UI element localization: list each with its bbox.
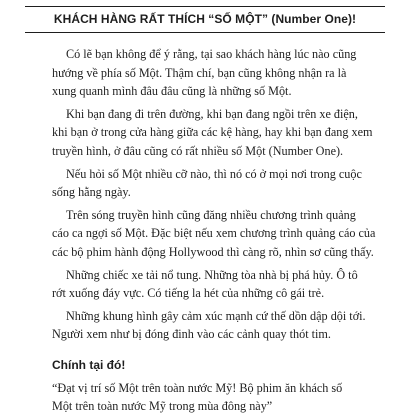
quote-paragraph [52, 379, 386, 416]
quote-line: Một trên toàn nước Mỹ trong mùa đông này” [52, 399, 273, 414]
text-line: rớt xuống đáy vực. Có tiếng la hét của những cô gái trẻ. [52, 286, 325, 301]
paragraph-4 [52, 206, 386, 262]
text-line: Người xem như bị đóng đinh vào các cảnh quay thót tim. [52, 327, 331, 342]
text-line: Những khung hình gây cảm xúc mạnh cứ thế dồn dập dội tới. [66, 308, 366, 323]
paragraph-2 [52, 105, 386, 161]
text-line: xung quanh mình đâu đâu cũng là những số Một. [52, 84, 292, 99]
paragraph-3 [52, 165, 386, 202]
text-line: các bộ phim hành động Hollywood thì càng rõ, nhìn sơ cũng thấy. [52, 244, 374, 259]
section-heading: Chính tại đó! [52, 357, 126, 372]
header-bottom-rule [25, 32, 385, 33]
text-line: Có lẽ bạn không để ý rằng, tại sao khách hàng lúc nào cũng [66, 47, 357, 61]
body-text [52, 45, 386, 416]
text-line: Khi bạn đang đi trên đường, khi bạn đang ngồi trên xe điện, [66, 106, 358, 121]
text-line: truyền hình, ở đâu cũng có rất nhiều số Một (Number One). [52, 143, 344, 158]
text-line: hướng về phía số Một. Thậm chí, bạn cũng không nhận ra là [52, 65, 347, 80]
text-line: khi bạn ở trong cửa hàng giữa các kệ hàng, hay khi bạn đang xem [52, 125, 373, 140]
text-line: Những chiếc xe tải nổ tung. Những tòa nhà bị phá hủy. Ô tô [66, 267, 358, 282]
chapter-title: KHÁCH HÀNG RẤT THÍCH “SỐ MỘT” (Number One)! [53, 12, 357, 26]
text-line: Nếu hỏi số Một nhiều cỡ nào, thì nó có ở mọi nơi trong cuộc [66, 166, 362, 181]
text-line: Trên sóng truyền hình cũng đăng nhiều chương trình quảng [66, 207, 356, 222]
quote-line: “Đạt vị trí số Một trên toàn nước Mỹ! Bộ phim ăn khách số [52, 380, 343, 395]
paragraph-6 [52, 307, 386, 344]
paragraph-1 [52, 45, 386, 101]
text-line: sống hằng ngày. [52, 185, 131, 200]
paragraph-5 [52, 266, 386, 303]
header-top-rule [25, 6, 385, 7]
text-line: cáo ca ngợi số Một. Đặc biệt nếu xem chương trình quảng cáo của [52, 226, 376, 241]
